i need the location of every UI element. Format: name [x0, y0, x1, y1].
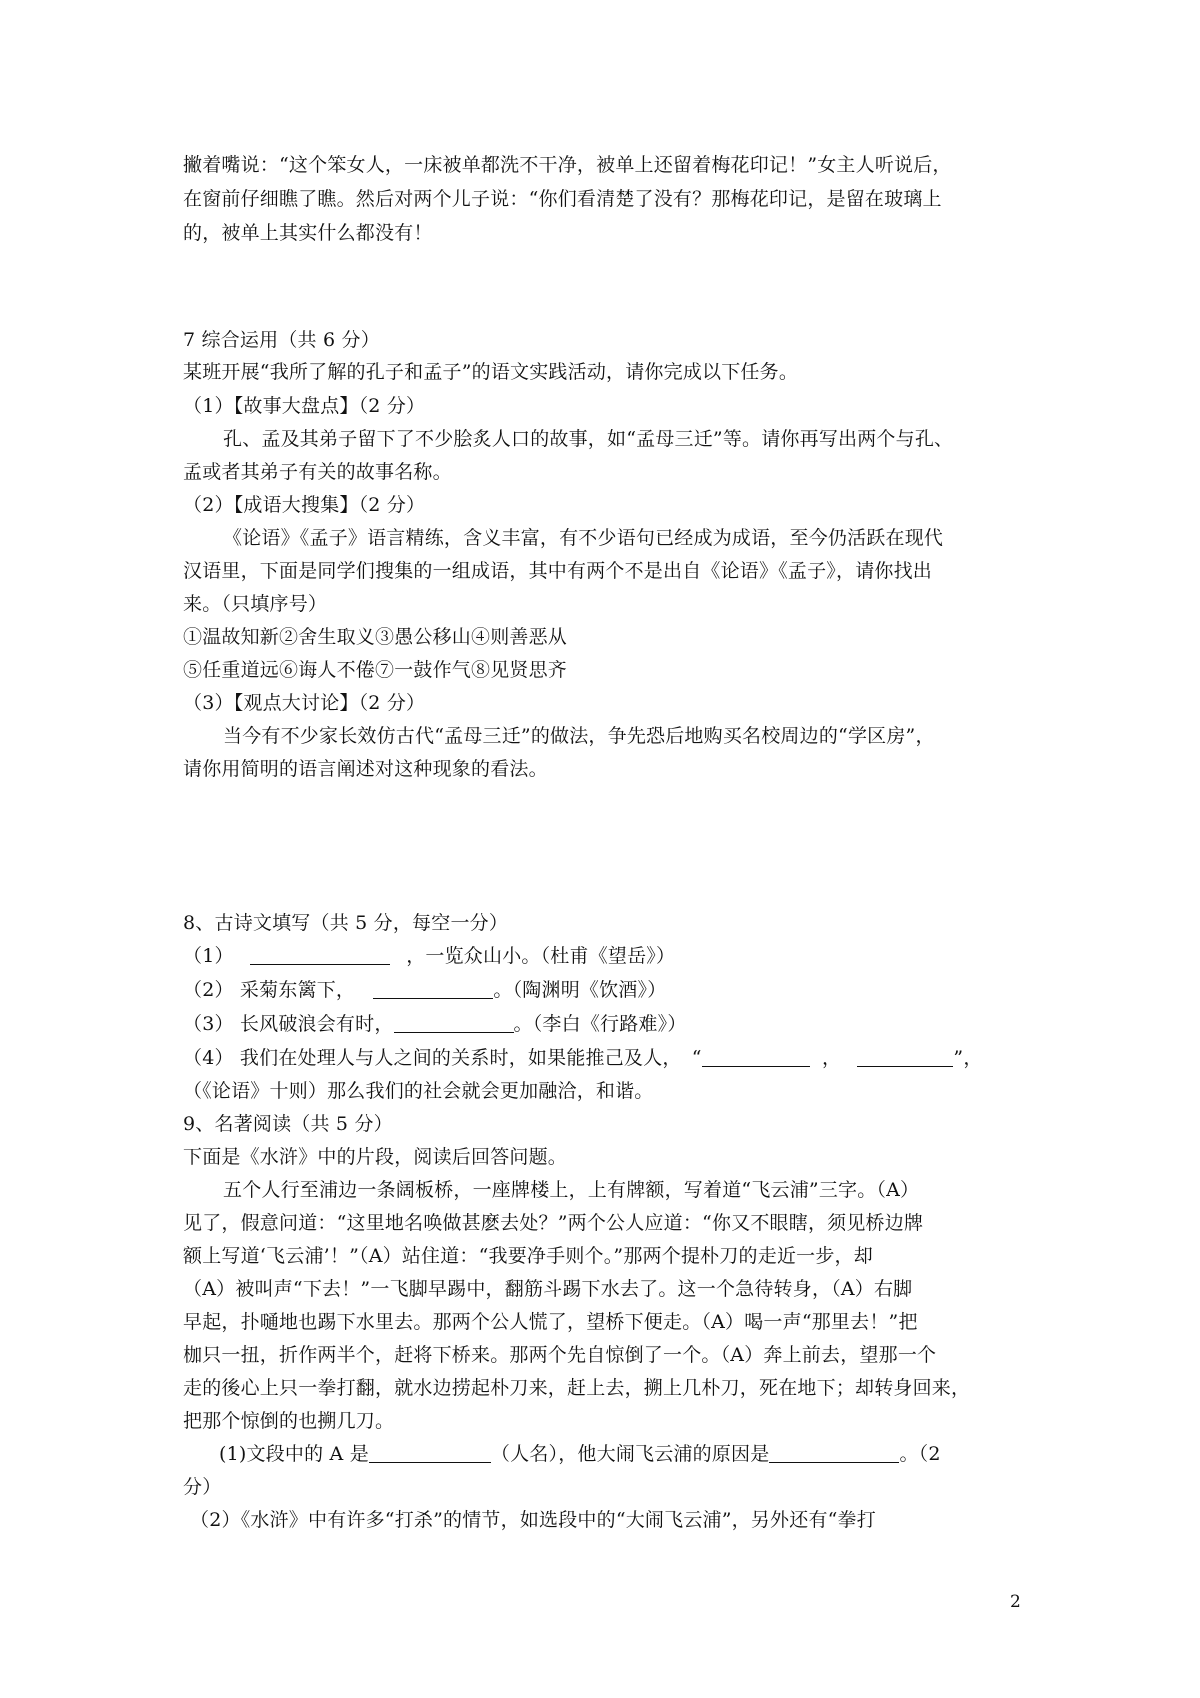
q7-part2-text: 汉语里，下面是同学们搜集的一组成语，其中有两个不是出自《论语》《孟子》，请你找出 [183, 560, 933, 582]
q7-part1-heading: （1）【故事大盘点】（2 分） [183, 395, 426, 417]
q7-part2-text: 来。（只填序号） [183, 593, 328, 615]
answer-blank[interactable] [769, 1442, 899, 1463]
item-text: ”， [953, 1047, 983, 1069]
item-text: ，一览众山小。（杜甫《望岳》） [406, 945, 676, 967]
item-text: 。（陶渊明《饮酒》） [493, 979, 667, 1001]
q7-intro: 某班开展“我所了解的孔子和孟子”的语文实践活动，请你完成以下任务。 [183, 361, 799, 383]
item-text: （3） 长风破浪会有时， [183, 1013, 394, 1035]
passage-line: 的，被单上其实什么都没有！ [183, 222, 433, 244]
q9-excerpt: （A）被叫声“下去！”一飞脚早踢中，翻筋斗踢下水去了。这一个急待转身，（A）右脚 [183, 1278, 913, 1300]
answer-blank[interactable] [394, 1012, 514, 1033]
q7-part1-text: 孟或者其弟子有关的故事名称。 [183, 461, 452, 483]
item-text: 。（2 [899, 1443, 941, 1465]
q9-excerpt: 五个人行至浦边一条阔板桥，一座牌楼上，上有牌额，写着道“飞云浦”三字。（A） [223, 1179, 920, 1201]
q9-question-1 [219, 1439, 1061, 1469]
answer-blank[interactable] [369, 1442, 491, 1463]
item-number: （1） [183, 945, 234, 967]
passage-line: 撇着嘴说：“这个笨女人，一床被单都洗不干净，被单上还留着梅花印记！”女主人听说后， [183, 154, 952, 176]
q7-title: 7 综合运用（共 6 分） [183, 329, 380, 351]
q9-excerpt: 早起，扑嗵地也踢下水里去。那两个公人慌了，望桥下便走。（A）喝一声“那里去！”把 [183, 1311, 918, 1333]
item-text: （人名），他大闹飞云浦的原因是 [490, 1443, 770, 1465]
q9-question-2: （2）《水浒》中有许多“打杀”的情节，如选段中的“大闹飞云浦”，另外还有“拳打 [190, 1509, 876, 1531]
q9-intro: 下面是《水浒》中的片段，阅读后回答问题。 [183, 1146, 568, 1168]
item-text: 。（李白《行路难》） [513, 1013, 687, 1035]
answer-blank[interactable] [373, 978, 493, 999]
answer-blank[interactable] [857, 1046, 953, 1067]
answer-blank[interactable] [702, 1046, 810, 1067]
q9-question-1-cont: 分） [183, 1476, 222, 1498]
passage-line: 在窗前仔细瞧了瞧。然后对两个儿子说：“你们看清楚了没有？那梅花印记，是留在玻璃上 [183, 188, 942, 210]
q7-part3-text: 请你用简明的语言阐述对这种现象的看法。 [183, 758, 548, 780]
q7-part2-heading: （2）【成语大搜集】（2 分） [183, 494, 426, 516]
q7-part1-text: 孔、孟及其弟子留下了不少脍炙人口的故事，如“孟母三迁”等。请你再写出两个与孔、 [223, 428, 954, 450]
page-number: 2 [1010, 1592, 1021, 1612]
item-text: ， [821, 1047, 842, 1069]
q7-part3-text: 当今有不少家长效仿古代“孟母三迁”的做法，争先恐后地购买名校周边的“学区房”， [223, 725, 935, 747]
q8-item-4-cont: （《论语》十则）那么我们的社会就会更加融洽，和谐。 [183, 1080, 654, 1102]
item-text: （2） 采菊东篱下， [183, 979, 356, 1001]
q8-item-1 [183, 941, 1025, 971]
q9-excerpt: 枷只一扭，折作两半个，赶将下桥来。那两个先自惊倒了一个。（A）奔上前去，望那一个 [183, 1344, 937, 1366]
q9-excerpt: 额上写道‘飞云浦’！”（A）站住道：“我要净手则个。”那两个提朴刀的走近一步，却 [183, 1245, 873, 1267]
q7-part2-text: 《论语》《孟子》语言精练，含义丰富，有不少语句已经成为成语，至今仍活跃在现代 [223, 527, 944, 549]
q7-part3-heading: （3）【观点大讨论】（2 分） [183, 692, 426, 714]
q9-excerpt: 见了，假意问道：“这里地名唤做甚麽去处？”两个公人应道：“你又不眼瞎，须见桥边牌 [183, 1212, 924, 1234]
q8-item-4 [183, 1043, 1025, 1073]
q8-item-2 [183, 975, 1025, 1005]
q9-excerpt: 走的後心上只一拳打翻，就水边捞起朴刀来，赶上去，搠上几朴刀，死在地下；却转身回来， [183, 1377, 971, 1399]
q8-item-3 [183, 1009, 1025, 1039]
q9-title: 9、名著阅读（共 5 分） [183, 1113, 393, 1135]
item-text: （4） 我们在处理人与人之间的关系时，如果能推己及人， [183, 1047, 682, 1069]
item-text: (1)文段中的 A 是 [219, 1443, 369, 1465]
q7-idiom-options: ⑤任重道远⑥诲人不倦⑦一鼓作气⑧见贤思齐 [183, 659, 568, 681]
item-text: “ [691, 1047, 702, 1069]
q8-title: 8、古诗文填写（共 5 分，每空一分） [183, 912, 509, 934]
q7-idiom-options: ①温故知新②舍生取义③愚公移山④则善恶从 [183, 626, 568, 648]
answer-blank[interactable] [250, 944, 390, 965]
q9-excerpt: 把那个惊倒的也搠几刀。 [183, 1410, 395, 1432]
